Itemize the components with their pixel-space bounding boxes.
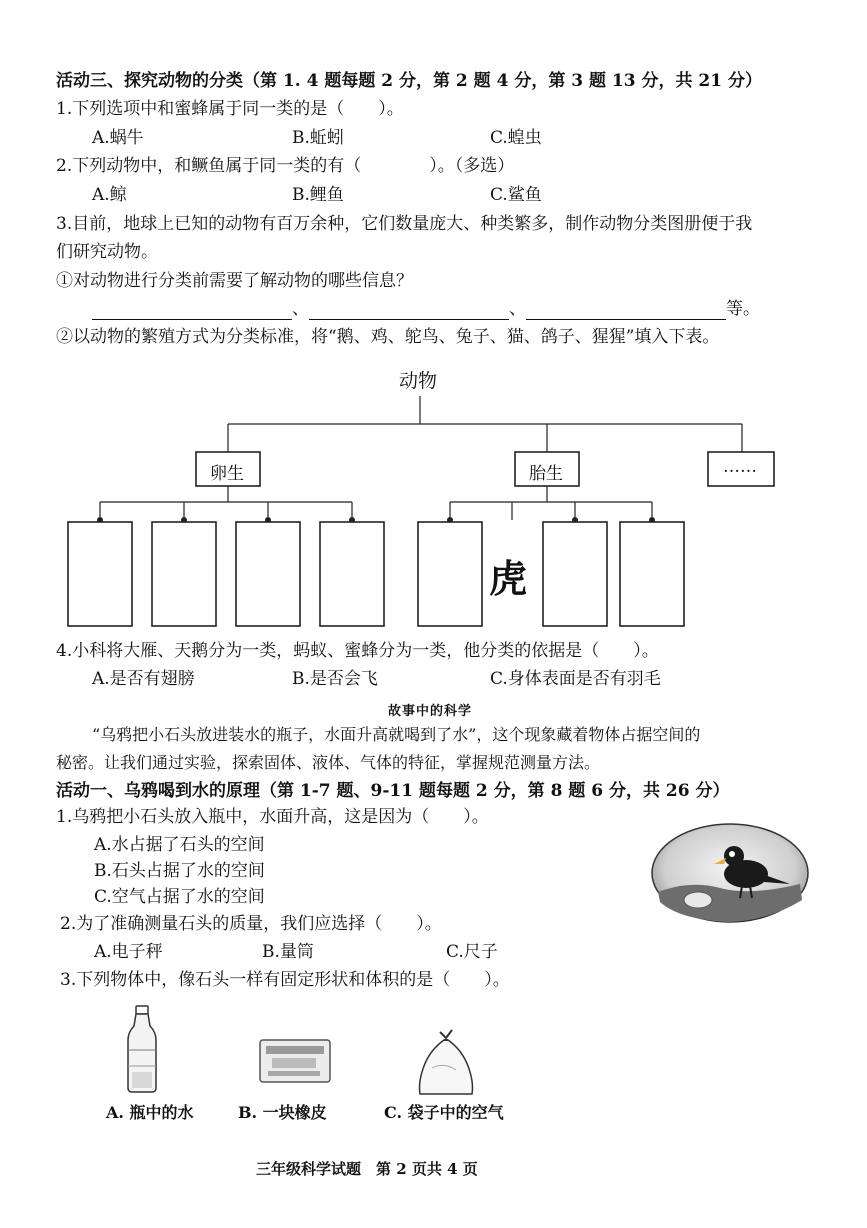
eraser-icon [258, 1038, 332, 1084]
a1-q2-option-a: A.电子秤 [94, 942, 163, 962]
a3-q3-sub2: ②以动物的繁殖方式为分类标准，将“鹅、鸡、鸵鸟、兔子、猫、鸽子、猩猩”填入下表。 [56, 327, 720, 347]
a3-q4-option-c: C.身体表面是否有羽毛 [490, 669, 661, 689]
water-bottle-icon [124, 1004, 160, 1094]
a3-q1-option-b: B.蚯蚓 [292, 128, 344, 148]
tree-filled-answer: 虎 [489, 556, 528, 601]
blank-separator-2: 、 [509, 299, 526, 319]
a1-q3-option-a: A. 瓶中的水 [106, 1103, 194, 1122]
activity3-title: 活动三、探究动物的分类（第 1. 4 题每题 2 分，第 2 题 4 分，第 3 题 13 分，共 21 分） [56, 71, 762, 91]
story-paragraph-2: 秘密。让我们通过实验，探索固体、液体、气体的特征，掌握规范测量方法。 [56, 753, 601, 772]
a1-q2-option-b: B.量筒 [262, 942, 314, 962]
a3-q2-text: 2.下列动物中，和鳜鱼属于同一类的有（ ）。（多选） [56, 156, 515, 176]
a3-q1-option-a: A.蜗牛 [92, 128, 144, 148]
tree-other-label: …… [723, 457, 757, 477]
a3-q3-sub1: ①对动物进行分类前需要了解动物的哪些信息？ [56, 271, 413, 291]
answer-box-egg-1[interactable] [68, 522, 132, 626]
blank-end: 等。 [726, 299, 760, 319]
air-bag-icon [410, 1028, 480, 1098]
a1-q1-option-c: C.空气占据了水的空间 [94, 887, 265, 907]
answer-box-live-4[interactable] [620, 522, 684, 626]
a3-q1-option-c: C.蝗虫 [490, 128, 542, 148]
a3-q3-line1: 3.目前，地球上已知的动物有百万余种，它们数量庞大、种类繁多，制作动物分类图册便于我 [56, 214, 753, 234]
a1-q3-text: 3.下列物体中，像石头一样有固定形状和体积的是（ ）。 [60, 970, 510, 990]
a1-q2-option-c: C.尺子 [446, 942, 498, 962]
a1-q1-text: 1.乌鸦把小石头放入瓶中，水面升高，这是因为（ ）。 [56, 807, 489, 827]
a3-q4-text: 4.小科将大雁、天鹅分为一类，蚂蚁、蜜蜂分为一类，他分类的依据是（ ）。 [56, 641, 659, 661]
activity1-title: 活动一、乌鸦喝到水的原理（第 1-7 题、9-11 题每题 2 分，第 8 题 6 分，共 26 分） [56, 781, 730, 801]
a3-q2-option-c: C.鲨鱼 [490, 185, 542, 205]
a3-q2-option-b: B.鲤鱼 [292, 185, 344, 205]
a3-q2-option-a: A.鲸 [92, 185, 127, 205]
blank-separator-1: 、 [292, 299, 309, 319]
answer-box-live-1[interactable] [418, 522, 482, 626]
tree-live-label: 胎生 [529, 464, 563, 484]
a1-q2-text: 2.为了准确测量石头的质量，我们应选择（ ）。 [60, 914, 442, 934]
tree-egg-label: 卵生 [210, 464, 244, 484]
a1-q1-option-a: A.水占据了石头的空间 [94, 835, 265, 855]
crow-illustration [650, 822, 810, 924]
a1-q3-option-b: B. 一块橡皮 [238, 1103, 327, 1122]
a1-q3-option-c: C. 袋子中的空气 [384, 1103, 504, 1122]
a3-q1-text: 1.下列选项中和蜜蜂属于同一类的是（ ）。 [56, 99, 404, 119]
answer-box-egg-3[interactable] [236, 522, 300, 626]
answer-box-egg-4[interactable] [320, 522, 384, 626]
a3-q3-line2: 们研究动物。 [56, 242, 158, 262]
story-paragraph-1: “乌鸦把小石头放进装水的瓶子，水面升高就喝到了水”，这个现象藏着物体占据空间的 [92, 725, 701, 744]
answer-box-egg-2[interactable] [152, 522, 216, 626]
story-title: 故事中的科学 [388, 704, 473, 719]
page-footer: 三年级科学试题 第 2 页共 4 页 [256, 1160, 478, 1178]
a3-q4-option-b: B.是否会飞 [292, 669, 378, 689]
a3-q4-option-a: A.是否有翅膀 [92, 669, 195, 689]
tree-root-label: 动物 [399, 370, 438, 392]
answer-box-live-3[interactable] [543, 522, 607, 626]
a1-q1-option-b: B.石头占据了水的空间 [94, 861, 265, 881]
